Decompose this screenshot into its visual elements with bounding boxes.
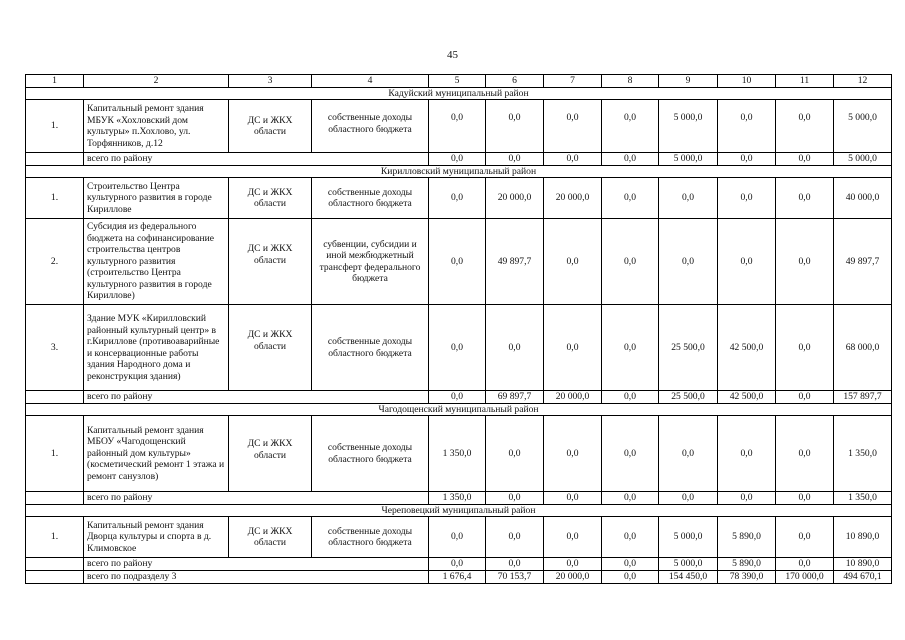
district-header-row [26, 165, 892, 178]
value-cell: 0,0 [429, 100, 486, 153]
value-cell: 1 350,0 [429, 416, 486, 492]
value-cell: 0,0 [544, 416, 602, 492]
object-name: Субсидия из федерального бюджета на софинансирование строительства центров культурного развития (строительство Центра культурного развития в городе Кириллове) [84, 219, 229, 305]
value-cell: 0,0 [429, 178, 486, 219]
funding-source: собственные доходы областного бюджета [312, 100, 429, 153]
district-header-row [26, 504, 892, 517]
value-cell: 0,0 [602, 391, 659, 404]
value-cell: 0,0 [718, 492, 776, 505]
budget-table [25, 74, 892, 584]
row-number: 3. [26, 305, 84, 391]
value-cell: 5 000,0 [659, 100, 718, 153]
value-cell: 0,0 [776, 100, 834, 153]
value-cell: 10 890,0 [834, 558, 892, 571]
value-cell: 40 000,0 [834, 178, 892, 219]
value-cell: 0,0 [602, 219, 659, 305]
value-cell: 0,0 [544, 558, 602, 571]
table-row [26, 178, 892, 219]
responsible: ДС и ЖКХ области [229, 416, 312, 492]
column-header: 8 [602, 75, 659, 88]
value-cell: 0,0 [544, 492, 602, 505]
funding-source: собственные доходы областного бюджета [312, 416, 429, 492]
value-cell: 0,0 [602, 178, 659, 219]
value-cell: 42 500,0 [718, 391, 776, 404]
value-cell: 0,0 [659, 219, 718, 305]
table-row [26, 219, 892, 305]
value-cell: 1 676,4 [429, 570, 486, 583]
value-cell: 0,0 [429, 558, 486, 571]
value-cell: 494 670,1 [834, 570, 892, 583]
value-cell: 69 897,7 [486, 391, 544, 404]
value-cell: 49 897,7 [486, 219, 544, 305]
value-cell: 0,0 [544, 153, 602, 166]
value-cell: 0,0 [602, 558, 659, 571]
value-cell: 157 897,7 [834, 391, 892, 404]
value-cell: 0,0 [776, 517, 834, 558]
district-name: Кадуйский муниципальный район [26, 87, 892, 100]
value-cell: 42 500,0 [718, 305, 776, 391]
value-cell: 5 890,0 [718, 558, 776, 571]
value-cell: 0,0 [544, 100, 602, 153]
value-cell: 0,0 [429, 391, 486, 404]
value-cell: 0,0 [544, 517, 602, 558]
row-number: 2. [26, 219, 84, 305]
district-name: Череповецкий муниципальный район [26, 504, 892, 517]
value-cell: 5 000,0 [834, 153, 892, 166]
value-cell: 5 890,0 [718, 517, 776, 558]
value-cell: 0,0 [776, 492, 834, 505]
district-total-row [26, 558, 892, 571]
object-name: Строительство Центра культурного развития в городе Кириллове [84, 178, 229, 219]
grand-total-row [26, 570, 892, 583]
column-header: 4 [312, 75, 429, 88]
value-cell: 154 450,0 [659, 570, 718, 583]
value-cell: 20 000,0 [544, 391, 602, 404]
column-header: 10 [718, 75, 776, 88]
value-cell: 1 350,0 [834, 416, 892, 492]
responsible: ДС и ЖКХ области [229, 305, 312, 391]
district-total-row [26, 391, 892, 404]
value-cell: 5 000,0 [659, 153, 718, 166]
value-cell: 0,0 [544, 305, 602, 391]
value-cell: 0,0 [602, 492, 659, 505]
responsible: ДС и ЖКХ области [229, 517, 312, 558]
value-cell: 0,0 [602, 305, 659, 391]
value-cell: 1 350,0 [834, 492, 892, 505]
value-cell: 25 500,0 [659, 305, 718, 391]
value-cell: 0,0 [602, 570, 659, 583]
value-cell: 1 350,0 [429, 492, 486, 505]
value-cell: 0,0 [486, 517, 544, 558]
row-number: 1. [26, 178, 84, 219]
value-cell: 0,0 [602, 153, 659, 166]
responsible: ДС и ЖКХ области [229, 100, 312, 153]
value-cell: 5 000,0 [834, 100, 892, 153]
value-cell: 68 000,0 [834, 305, 892, 391]
value-cell: 0,0 [602, 100, 659, 153]
value-cell: 0,0 [659, 492, 718, 505]
total-label: всего по району [84, 558, 429, 571]
table-row [26, 100, 892, 153]
value-cell: 0,0 [776, 178, 834, 219]
value-cell: 0,0 [718, 153, 776, 166]
column-header: 6 [486, 75, 544, 88]
value-cell: 0,0 [486, 153, 544, 166]
value-cell: 0,0 [486, 492, 544, 505]
value-cell: 0,0 [544, 219, 602, 305]
district-total-row [26, 492, 892, 505]
value-cell: 5 000,0 [659, 517, 718, 558]
total-label: всего по району [84, 391, 429, 404]
funding-source: субвенции, субсидии и иной межбюджетный трансферт федерального бюджета [312, 219, 429, 305]
district-name: Кирилловский муниципальный район [26, 165, 892, 178]
district-header-row [26, 403, 892, 416]
responsible: ДС и ЖКХ области [229, 178, 312, 219]
column-header: 2 [84, 75, 229, 88]
district-name: Чагодощенский муниципальный район [26, 403, 892, 416]
column-header: 12 [834, 75, 892, 88]
value-cell: 0,0 [718, 100, 776, 153]
page-number: 45 [447, 49, 458, 61]
value-cell: 0,0 [659, 178, 718, 219]
funding-source: собственные доходы областного бюджета [312, 517, 429, 558]
total-label: всего по району [84, 492, 429, 505]
row-number: 1. [26, 100, 84, 153]
value-cell: 0,0 [429, 305, 486, 391]
funding-source: собственные доходы областного бюджета [312, 305, 429, 391]
column-header: 3 [229, 75, 312, 88]
value-cell: 0,0 [486, 416, 544, 492]
value-cell: 49 897,7 [834, 219, 892, 305]
value-cell: 78 390,0 [718, 570, 776, 583]
value-cell: 0,0 [659, 416, 718, 492]
district-total-row [26, 153, 892, 166]
funding-source: собственные доходы областного бюджета [312, 178, 429, 219]
table-row [26, 416, 892, 492]
object-name: Капитальный ремонт здания Дворца культуры и спорта в д. Климовское [84, 517, 229, 558]
value-cell: 20 000,0 [544, 570, 602, 583]
table-row [26, 517, 892, 558]
value-cell: 0,0 [429, 153, 486, 166]
value-cell: 0,0 [429, 219, 486, 305]
value-cell: 0,0 [776, 558, 834, 571]
table-row [26, 305, 892, 391]
value-cell: 0,0 [776, 391, 834, 404]
value-cell: 0,0 [776, 416, 834, 492]
column-header: 7 [544, 75, 602, 88]
column-header: 11 [776, 75, 834, 88]
total-label: всего по району [84, 153, 429, 166]
value-cell: 0,0 [718, 219, 776, 305]
value-cell: 0,0 [429, 517, 486, 558]
value-cell: 0,0 [776, 305, 834, 391]
value-cell: 70 153,7 [486, 570, 544, 583]
value-cell: 0,0 [602, 517, 659, 558]
district-header-row [26, 87, 892, 100]
value-cell: 25 500,0 [659, 391, 718, 404]
value-cell: 170 000,0 [776, 570, 834, 583]
column-header: 9 [659, 75, 718, 88]
value-cell: 10 890,0 [834, 517, 892, 558]
value-cell: 0,0 [486, 100, 544, 153]
value-cell: 0,0 [602, 416, 659, 492]
row-number: 1. [26, 416, 84, 492]
value-cell: 20 000,0 [544, 178, 602, 219]
object-name: Капитальный ремонт здания МБОУ «Чагодощенский районный дом культуры» (косметический ремонт 1 этажа и ремонт санузлов) [84, 416, 229, 492]
object-name: Здание МУК «Кирилловский районный культурный центр» в г.Кириллове (противоаварийные и консервационные работы здания Народного дома и реконструкция здания) [84, 305, 229, 391]
row-number: 1. [26, 517, 84, 558]
value-cell: 20 000,0 [486, 178, 544, 219]
grand-total-label: всего по подразделу 3 [84, 570, 429, 583]
object-name: Капитальный ремонт здания МБУК «Хохловский дом культуры» п.Хохлово, ул. Торфянников, д.12 [84, 100, 229, 153]
responsible: ДС и ЖКХ области [229, 219, 312, 305]
value-cell: 0,0 [776, 153, 834, 166]
value-cell: 0,0 [486, 305, 544, 391]
value-cell: 0,0 [718, 178, 776, 219]
column-number-row [26, 75, 892, 88]
column-header: 5 [429, 75, 486, 88]
column-header: 1 [26, 75, 84, 88]
value-cell: 0,0 [776, 219, 834, 305]
value-cell: 0,0 [486, 558, 544, 571]
value-cell: 5 000,0 [659, 558, 718, 571]
value-cell: 0,0 [718, 416, 776, 492]
